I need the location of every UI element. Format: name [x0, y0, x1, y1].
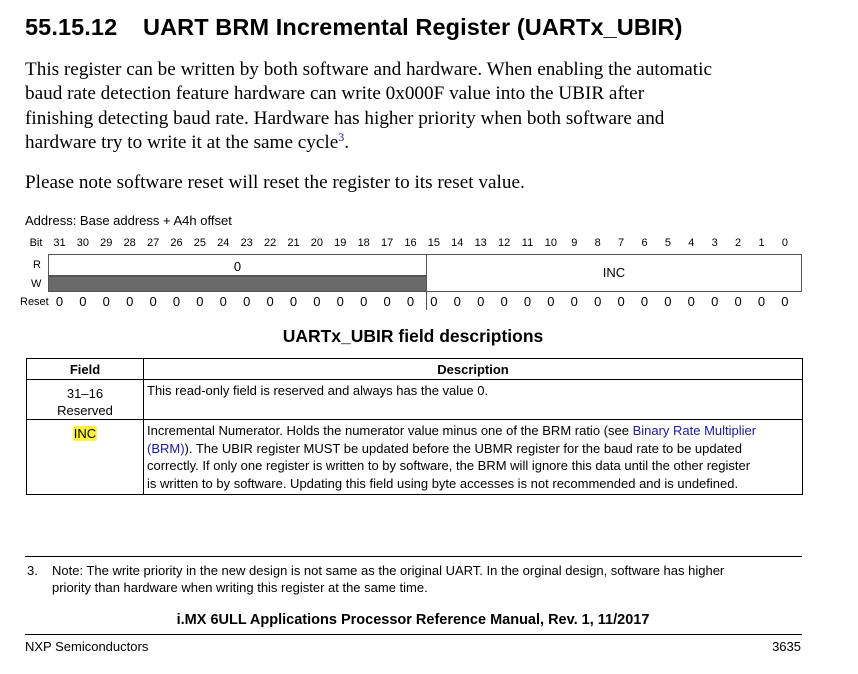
footnote-number: 3. — [27, 563, 38, 578]
reset-value: 0 — [219, 294, 227, 309]
reserved-read-field — [48, 254, 426, 276]
bit-number: 4 — [688, 237, 695, 249]
register-address: Address: Base address + A4h offset — [25, 213, 232, 228]
reset-value: 0 — [149, 294, 157, 309]
bit-number: 20 — [310, 237, 324, 249]
bit-number: 11 — [521, 237, 534, 249]
field-table-title: UARTx_UBIR field descriptions — [282, 326, 544, 346]
reset-separator — [426, 292, 427, 310]
bit-number: 10 — [544, 237, 558, 249]
reset-value: 0 — [523, 294, 532, 309]
description-column-header: Description — [144, 359, 803, 380]
reset-value: 0 — [79, 294, 87, 309]
reset-value: 0 — [406, 294, 415, 309]
bit-number: 8 — [594, 237, 601, 249]
reset-value-row — [0, 294, 858, 310]
bit-number: 3 — [711, 237, 718, 249]
reset-value: 0 — [781, 294, 789, 309]
reset-value: 0 — [547, 294, 555, 309]
reset-value: 0 — [313, 294, 321, 309]
inc-field-label: INC — [602, 265, 626, 280]
bit-label: Bit — [29, 237, 43, 249]
bit-number: 0 — [781, 237, 788, 249]
intro-line-3: finishing detecting baud rate. Hardware has higher priority when both software and — [25, 107, 665, 129]
reset-value: 0 — [336, 294, 344, 309]
bit-number: 1 — [758, 237, 765, 249]
section-number: 55.15.12 — [25, 14, 118, 40]
footer-rule — [25, 634, 802, 635]
reset-value: 0 — [664, 294, 672, 309]
table-row — [27, 380, 803, 420]
field-descriptions-table — [26, 358, 803, 495]
reset-value: 0 — [196, 294, 204, 309]
reset-value: 0 — [687, 294, 695, 309]
bit-number: 27 — [146, 237, 160, 249]
intro-line-4: hardware try to write it at the same cycle$^3$. — [25, 130, 350, 154]
bit-number: 21 — [287, 237, 300, 249]
bit-number: 22 — [263, 237, 277, 249]
bit-number: 31 — [53, 237, 66, 249]
reset-value: 0 — [734, 294, 742, 309]
bit-number: 14 — [451, 237, 464, 249]
reset-value: 0 — [266, 294, 274, 309]
reset-value: 0 — [126, 294, 134, 309]
intro-line-1: This register can be written by both software and hardware. When enabling the automatic — [25, 59, 712, 80]
reset-value: 0 — [102, 294, 110, 309]
reset-label: Reset — [20, 296, 49, 308]
footnote-line-1: Note: The write priority in the new design is not same as the original UART. In the orginal design, software has higher — [52, 563, 725, 578]
bit-number: 17 — [380, 237, 394, 249]
reset-value: 0 — [55, 294, 64, 309]
reset-value: 0 — [570, 294, 578, 309]
bit-number: 7 — [618, 237, 625, 249]
field-name-reserved: Reserved — [57, 403, 113, 418]
reset-value: 0 — [477, 294, 485, 309]
reset-value: 0 — [289, 294, 298, 309]
reset-value: 0 — [757, 294, 766, 309]
field-cell-inc — [27, 420, 144, 495]
reset-value: 0 — [453, 294, 461, 309]
read-row-label: R — [33, 259, 41, 271]
bit-number: 26 — [170, 237, 183, 249]
footnote-line-2: priority than hardware when writing this register at the same time. — [52, 580, 428, 595]
section-title: UART BRM Incremental Register (UARTx_UBIR) — [143, 14, 683, 40]
intro-paragraph — [25, 58, 825, 156]
intro-line-2: baud rate detection feature hardware can write 0x000F value into the UBIR after — [25, 83, 645, 105]
bit-number: 19 — [334, 237, 347, 249]
manual-title: i.MX 6ULL Applications Processor Reference Manual, Rev. 1, 11/2017 — [176, 612, 650, 628]
table-row — [27, 420, 803, 495]
reset-value: 0 — [430, 294, 438, 309]
bit-number: 25 — [193, 237, 207, 249]
bit-number: 29 — [100, 237, 113, 249]
bit-number: 23 — [240, 237, 253, 249]
reset-note-paragraph: Please note software reset will reset the register to its reset value. — [25, 172, 525, 193]
bit-number: 12 — [497, 237, 511, 249]
reset-value: 0 — [243, 294, 251, 309]
section-heading — [25, 14, 683, 41]
bit-number: 15 — [427, 237, 441, 249]
bit-number: 16 — [404, 237, 417, 249]
reset-value: 0 — [594, 294, 602, 309]
footnote — [25, 562, 802, 596]
bit-number: 5 — [664, 237, 671, 249]
brm-link-continued[interactable]: (BRM) — [147, 440, 185, 456]
write-row-label: W — [31, 278, 42, 290]
reset-value: 0 — [711, 294, 719, 309]
bit-number-row — [0, 237, 858, 251]
bit-number: 18 — [357, 237, 370, 249]
field-name-inc-highlighted: INC — [73, 426, 97, 441]
footnote-ref-link[interactable]: 3 — [338, 130, 345, 145]
bit-number: 9 — [571, 237, 578, 249]
company-name: NXP Semiconductors — [25, 639, 149, 654]
inc-field-box — [426, 254, 802, 292]
reset-value: 0 — [383, 294, 391, 309]
bit-number: 30 — [76, 237, 90, 249]
reserved-read-value: 0 — [233, 259, 242, 274]
footnote-rule — [25, 556, 802, 557]
reset-value: 0 — [500, 294, 508, 309]
reserved-write-field — [48, 276, 426, 292]
bit-number: 28 — [123, 237, 136, 249]
bit-number: 2 — [735, 237, 742, 249]
reset-value: 0 — [360, 294, 368, 309]
reset-value: 0 — [640, 294, 649, 309]
brm-link[interactable]: Binary Rate Multiplier — [632, 423, 757, 438]
bit-number: 6 — [641, 237, 648, 249]
reset-value: 0 — [172, 294, 181, 309]
description-cell-inc: Incremental Numerator. Holds the numerator value minus one of the BRM ratio (see Binary Rate Multiplier (BRM)). The UBIR register MUST be updated before the UBMR register for the baud rate to be updated correctly. If only one register is written to by software, the BRM will ignore this data until the other register is written to by software. Updating this field using byte accesses is not recommended and is undefined. — [144, 420, 803, 495]
table-header-row — [27, 359, 803, 380]
field-column-header: Field — [27, 359, 144, 380]
field-cell-reserved — [27, 380, 144, 420]
bit-number: 13 — [474, 237, 487, 249]
reset-value: 0 — [617, 294, 625, 309]
bit-number: 24 — [217, 237, 230, 249]
page-number: 3635 — [772, 639, 801, 654]
description-cell-reserved: This read-only field is reserved and always has the value 0. — [144, 380, 803, 420]
field-bits: 31–16 — [66, 386, 104, 401]
